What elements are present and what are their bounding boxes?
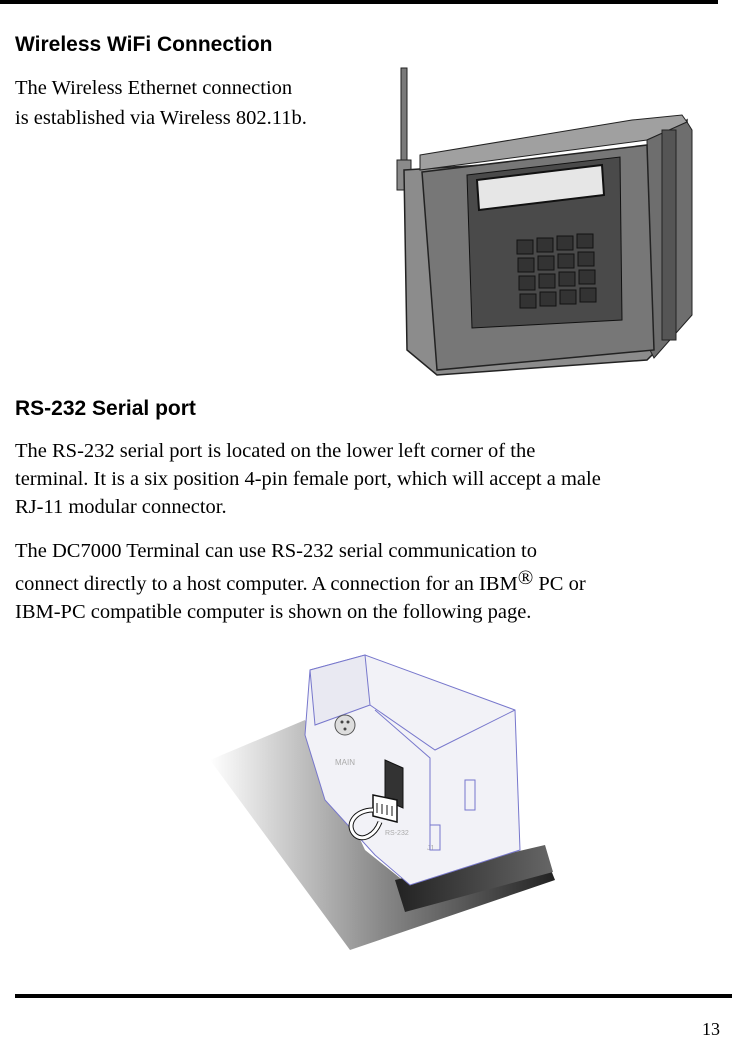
wifi-heading: Wireless WiFi Connection <box>15 33 273 56</box>
terminal-illustration <box>392 60 712 380</box>
rs232-label: RS-232 <box>385 830 409 837</box>
wifi-paragraph-line-2: is established via Wireless 802.11b. <box>15 107 307 129</box>
page-number: 13 <box>702 1019 720 1039</box>
rs232-paragraph-1-line-2: terminal. It is a six position 4-pin female port, which will accept a male <box>15 468 601 490</box>
registered-mark: ® <box>517 567 534 589</box>
rs232-heading: RS-232 Serial port <box>15 397 196 420</box>
rs232-paragraph-2-line-1: The DC7000 Terminal can use RS-232 serial communication to <box>15 540 537 562</box>
line2-before: connect directly to a host computer. A connection for an IBM <box>15 573 518 595</box>
bottom-rule <box>15 994 732 998</box>
rs232-paragraph-1-line-1: The RS-232 serial port is located on the lower left corner of the <box>15 440 536 462</box>
top-rule <box>0 0 718 4</box>
main-label: MAIN <box>335 758 355 767</box>
j1-label: J1 <box>427 845 435 852</box>
rs232-paragraph-2-line-2 <box>15 567 586 598</box>
rs232-paragraph-1-line-3: RJ-11 modular connector. <box>15 496 227 518</box>
serial-port-illustration <box>205 650 565 960</box>
wifi-paragraph-line-1: The Wireless Ethernet connection <box>15 77 293 99</box>
rs232-paragraph-2-line-3: IBM-PC compatible computer is shown on the following page. <box>15 601 532 623</box>
line2-after: PC or <box>533 573 586 595</box>
power-connector-icon <box>335 715 355 735</box>
